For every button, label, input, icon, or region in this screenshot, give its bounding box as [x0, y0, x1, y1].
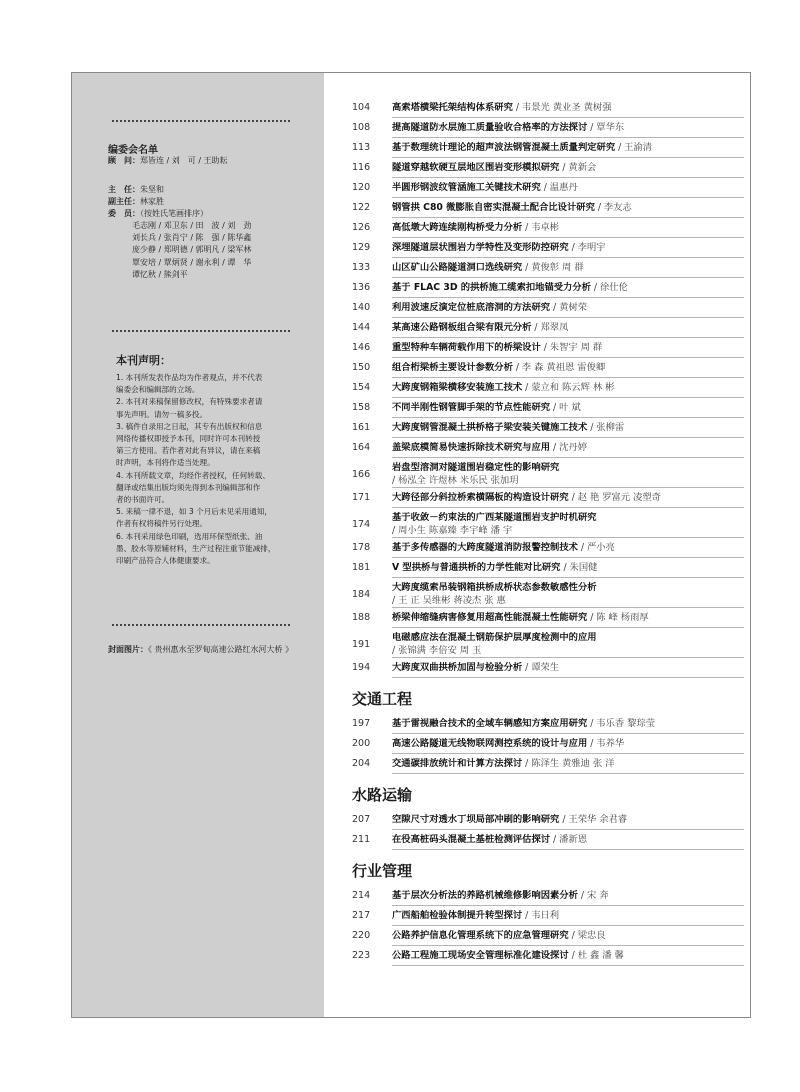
- toc-row-divider: [392, 337, 744, 338]
- toc-article-title: 高速公路隧道无线物联网测控系统的设计与应用: [392, 738, 588, 749]
- toc-article-title: 高低墩大跨连续刚构桥受力分析: [392, 222, 523, 233]
- members-line: 庞少静 / 郑明德 / 郭明凡 / 梁军林: [132, 245, 252, 255]
- toc-article-title: 某高速公路钢板组合梁有限元分析: [392, 322, 532, 333]
- toc-article-authors: / 郑翠凤: [531, 322, 569, 333]
- toc-article-title: 基于数理统计理论的超声波法钢管混凝土质量判定研究: [392, 142, 616, 153]
- toc-entry-text: [392, 757, 752, 770]
- toc-article-authors: / 徐仕伦: [590, 282, 628, 293]
- toc-entry-text: [392, 511, 752, 537]
- toc-article-authors: / 王荣华 余君睿: [559, 814, 628, 825]
- toc-entry-text: [392, 101, 752, 114]
- editorial-consultants: [108, 155, 228, 167]
- toc-article-title: 大跨度双曲拱桥加固与检验分析: [392, 662, 523, 673]
- toc-entry-text: [392, 889, 752, 902]
- declaration-line: 事先声明。请勿一稿多投。: [116, 409, 208, 419]
- toc-row-divider: [392, 177, 744, 178]
- section-heading: 行业管理: [352, 862, 413, 880]
- toc-article-authors: / 温惠丹: [540, 182, 578, 193]
- toc-row-divider: [392, 487, 744, 488]
- toc-article-authors: / 叶 斌: [550, 402, 581, 413]
- toc-entry-text: [392, 201, 752, 214]
- toc-entry-text: [392, 261, 752, 274]
- toc-entry-text: [392, 461, 752, 487]
- toc-row-divider: [392, 829, 744, 830]
- declaration-title: 本刊声明：: [116, 354, 171, 367]
- toc-article-authors: / 谭荣生: [522, 662, 560, 673]
- toc-article-authors: / 赵 艳 罗富元 凌塑奇: [568, 492, 661, 503]
- director-name: 朱坚和: [140, 185, 164, 194]
- declaration-line: 作者有权将稿件另行处理。: [116, 519, 208, 529]
- toc-article-authors: / 王 正 吴维彬 蒋凌杰 张 惠: [392, 595, 506, 606]
- toc-row-divider: [392, 357, 744, 358]
- toc-page-number: 113: [352, 142, 371, 153]
- members-line: 刘长兵 / 张肖宁 / 陈 强 / 陈华鑫: [132, 233, 252, 243]
- toc-article-authors: / 朱智宇 周 群: [540, 342, 603, 353]
- toc-entry-text: [392, 541, 752, 554]
- toc-article-authors: / 覃华东: [587, 122, 625, 133]
- toc-row-divider: [392, 657, 744, 658]
- toc-row-divider: [392, 905, 744, 906]
- toc-entry-text: [392, 631, 752, 657]
- declaration-text: [116, 372, 306, 567]
- toc-article-authors: / 韦景光 黄业圣 黄树强: [512, 102, 612, 113]
- members-label: 委 员：: [108, 209, 140, 219]
- toc-article-authors: / 韦卓彬: [522, 222, 560, 233]
- toc-article-authors: / 李友志: [594, 202, 632, 213]
- toc-article-authors: / 黄俊彰 周 群: [522, 262, 584, 273]
- toc-article-title: V 型拱桥与普通拱桥的力学性能对比研究: [392, 562, 561, 573]
- toc-page-number: 166: [352, 469, 371, 480]
- toc-row-divider: [392, 137, 744, 138]
- toc-page-number: 197: [352, 718, 371, 729]
- declaration-line: 翻译或结集出版均须先得到本刊编辑部和作: [116, 482, 261, 492]
- members-line: 覃安培 / 覃炳贤 / 谢永利 / 谭 华: [132, 257, 252, 267]
- toc-page-number: 146: [352, 342, 371, 353]
- toc-entry-text: [392, 421, 752, 434]
- section-heading: 水路运输: [352, 786, 413, 804]
- toc-article-title: 山区矿山公路隧道洞口选线研究: [392, 262, 523, 273]
- toc-article-title: 公路养护信息化管理系统下的应急管理研究: [392, 930, 569, 941]
- declaration-line: 3. 稿件自录用之日起，其专有出版权和信息: [116, 421, 263, 431]
- toc-article-authors: / 杜 鑫 潘 馨: [568, 950, 624, 961]
- cover-label: 封面图片：: [108, 645, 148, 654]
- toc-row-divider: [392, 557, 744, 558]
- toc-entry-text: [392, 161, 752, 174]
- toc-page-number: 211: [352, 834, 371, 845]
- toc-row-divider: [392, 773, 744, 774]
- declaration-line: 5. 来稿一律不退，如 3 个月后未见采用通知，: [116, 507, 273, 517]
- declaration-line: 印刷产品符合人体健康要求。: [116, 556, 215, 566]
- toc-entry-text: [392, 717, 752, 730]
- toc-entry-text: [392, 611, 752, 624]
- toc-page-number: 200: [352, 738, 371, 749]
- toc-page-number: 194: [352, 662, 371, 673]
- toc-article-title: 电磁感应法在混凝土钢筋保护层厚度检测中的应用: [392, 632, 597, 643]
- toc-article-title: 基于层次分析法的养路机械维修影响因素分析: [392, 890, 578, 901]
- toc-entry-text: [392, 181, 752, 194]
- declaration-line: 时声明，本刊将作适当处理。: [116, 458, 215, 468]
- toc-entry-text: [392, 581, 752, 607]
- toc-article-authors: / 陈泽生 黄雅迪 张 洋: [522, 758, 615, 769]
- toc-page-number: 129: [352, 242, 371, 253]
- toc-row-divider: [392, 297, 744, 298]
- toc-entry-text: [392, 813, 752, 826]
- toc-entry-text: [392, 361, 752, 374]
- toc-page-number: 140: [352, 302, 371, 313]
- declaration-line: 1. 本刊所发表作品均为作者观点，并不代表: [116, 373, 263, 382]
- toc-row-divider: [392, 577, 744, 578]
- toc-page-number: 154: [352, 382, 371, 393]
- toc-page-number: 104: [352, 102, 371, 113]
- toc-article-title: 公路工程施工现场安全管理标准化建设探讨: [392, 950, 569, 961]
- toc-article-title: 大跨度缆索吊装钢箱拱桥成桥状态参数敏感性分析: [392, 582, 597, 593]
- toc-article-authors: / 陈 峰 杨雨厚: [587, 612, 649, 623]
- toc-row-divider: [392, 537, 744, 538]
- toc-article-authors: / 周小生 陈嘉臻 李宇峰 潘 宇: [392, 525, 513, 536]
- toc-entry-text: [392, 737, 752, 750]
- toc-article-title: 重型特种车辆荷载作用下的桥梁设计: [392, 342, 541, 353]
- toc-page-number: 220: [352, 930, 371, 941]
- dotted-divider: [112, 624, 290, 626]
- toc-page-number: 133: [352, 262, 371, 273]
- toc-page-number: 150: [352, 362, 371, 373]
- toc-page-number: 161: [352, 422, 371, 433]
- toc-entry-text: [392, 441, 752, 454]
- toc-row-divider: [392, 965, 744, 966]
- toc-entry-text: [392, 381, 752, 394]
- toc-article-authors: / 李明宇: [568, 242, 606, 253]
- toc-entry-text: [392, 281, 752, 294]
- toc-article-authors: / 潘新恩: [550, 834, 587, 845]
- toc-row-divider: [392, 397, 744, 398]
- toc-row-divider: [392, 237, 744, 238]
- dotted-divider: [112, 330, 290, 332]
- toc-row-divider: [392, 507, 744, 508]
- toc-article-authors: / 梁忠良: [568, 930, 606, 941]
- deputy-name: 林家胜: [140, 197, 164, 207]
- toc-page-number: 214: [352, 890, 371, 901]
- cover-caption: [108, 643, 308, 656]
- toc-page-number: 207: [352, 814, 371, 825]
- toc-row-divider: [392, 627, 744, 628]
- toc-page-number: 136: [352, 282, 371, 293]
- toc-page-number: 144: [352, 322, 371, 333]
- toc-entry-text: [392, 949, 752, 962]
- toc-page-number: 116: [352, 162, 371, 173]
- toc-entry-text: [392, 401, 752, 414]
- deputy-label: 副主任：: [108, 197, 140, 207]
- toc-entry-text: [392, 661, 752, 674]
- toc-article-authors: / 蒙立和 陈云辉 林 彬: [522, 382, 615, 393]
- declaration-line: 2. 本刊对来稿保留修改权，有特殊要求者请: [116, 397, 263, 407]
- declaration-line: 网络传播权即授予本刊，同时许可本刊转授: [116, 434, 261, 444]
- toc-article-title: 大跨度钢管混凝土拱桥格子梁安装关键施工技术: [392, 422, 588, 433]
- members-line: 谭忆秋 / 熊剑平: [132, 269, 188, 279]
- toc-article-title: 利用波速反演定位桩底溶洞的方法研究: [392, 302, 551, 313]
- toc-row-divider: [392, 157, 744, 158]
- toc-page-number: 191: [352, 639, 371, 650]
- toc-article-authors: / 沈丹婷: [550, 442, 587, 453]
- toc-entry-text: [392, 321, 752, 334]
- toc-article-title: 隧道穿越软硬互层地区围岩变形模拟研究: [392, 162, 560, 173]
- toc-page-number: 164: [352, 442, 371, 453]
- toc-article-title: 盖梁底模简易快速拆除技术研究与应用: [392, 442, 551, 453]
- toc-row-divider: [392, 117, 744, 118]
- toc-row-divider: [392, 607, 744, 608]
- toc-row-divider: [392, 257, 744, 258]
- toc-page-number: 184: [352, 589, 371, 600]
- toc-entry-text: [392, 561, 752, 574]
- toc-entry-text: [392, 141, 752, 154]
- toc-row-divider: [392, 317, 744, 318]
- toc-row-divider: [392, 197, 744, 198]
- toc-article-title: 半圆形钢波纹管涵施工关键技术研究: [392, 182, 541, 193]
- toc-article-authors: / 宋 奔: [577, 890, 609, 901]
- toc-article-title: 广西船舶检验体制提升转型探讨: [392, 910, 523, 921]
- toc-article-authors: / 王渝清: [615, 142, 653, 153]
- toc-row-divider: [392, 417, 744, 418]
- toc-article-authors: / 黄树荣: [550, 302, 587, 313]
- toc-article-title: 岩盘型溶洞对隧道围岩稳定性的影响研究: [392, 462, 560, 473]
- toc-page-number: 181: [352, 562, 371, 573]
- toc-article-authors: / 杨泓全 许煜林 米乐民 张加玥: [392, 475, 519, 486]
- toc-article-title: 基于收敛－约束法的广西某隧道围岩支护时机研究: [392, 512, 597, 523]
- toc-entry-text: [392, 929, 752, 942]
- declaration-line: 4. 本刊所载文章，均经作者授权，任何转载、: [116, 470, 270, 480]
- toc-row-divider: [392, 753, 744, 754]
- cover-text: 《 贵州惠水至罗甸高速公路红水河大桥 》: [148, 645, 294, 654]
- toc-page-number: 204: [352, 758, 371, 769]
- toc-entry-text: [392, 121, 752, 134]
- toc-row-divider: [392, 925, 744, 926]
- toc-article-title: 基于多传感器的大跨度隧道消防报警控制技术: [392, 542, 578, 553]
- editorial-leaders: [108, 184, 251, 281]
- consultants-names: 郑皆连 / 刘 可 / 王助耘: [140, 156, 228, 165]
- toc-article-title: 大跨径部分斜拉桥索横隔板的构造设计研究: [392, 492, 569, 503]
- toc-row-divider: [392, 377, 744, 378]
- toc-article-authors: / 严小亮: [577, 542, 615, 553]
- director-label: 主 任：: [108, 185, 140, 194]
- toc-row-divider: [392, 217, 744, 218]
- toc-entry-text: [392, 241, 752, 254]
- toc-article-title: 交通碳排放统计和计算方法探讨: [392, 758, 523, 769]
- toc-article-title: 不同半刚性钢管脚手架的节点性能研究: [392, 402, 551, 413]
- toc-article-title: 基于 FLAC 3D 的拱桥施工缆索扣地锚受力分析: [392, 282, 591, 293]
- toc-entry-text: [392, 833, 752, 846]
- consultants-label: 顾 问：: [108, 156, 140, 165]
- declaration-line: 者的书面许可。: [116, 495, 170, 505]
- declaration-line: 第三方使用。若作者对此有异议，请在来稿: [116, 446, 261, 456]
- toc-article-title: 钢管拱 C80 微膨胀自密实混凝土配合比设计研究: [392, 202, 595, 213]
- toc-entry-text: [392, 909, 752, 922]
- toc-article-authors: / 黄新会: [559, 162, 597, 173]
- toc-article-authors: / 韦乐香 黎琮莹: [587, 718, 656, 729]
- toc-article-authors: / 李 森 黄祖恩 雷俊卿: [512, 362, 606, 373]
- toc-entry-text: [392, 341, 752, 354]
- editorial-title: 编委会名单: [108, 145, 158, 156]
- toc-page-number: 223: [352, 950, 371, 961]
- toc-article-title: 基于雷视融合技术的全域车辆感知方案应用研究: [392, 718, 588, 729]
- toc-entry-text: [392, 221, 752, 234]
- toc-page-number: 158: [352, 402, 371, 413]
- toc-article-title: 桥梁伸缩缝病害修复用超高性能混凝土性能研究: [392, 612, 588, 623]
- toc-row-divider: [392, 437, 744, 438]
- toc-article-authors: / 韦养华: [587, 738, 625, 749]
- declaration-line: 编委会和编辑部的立场。: [116, 385, 200, 395]
- toc-article-authors: / 张锦满 李倍安 周 玉: [392, 645, 482, 656]
- toc-entry-text: [392, 491, 752, 504]
- toc-article-title: 组合桁梁桥主要设计参数分析: [392, 362, 513, 373]
- toc-row-divider: [392, 457, 744, 458]
- toc-article-title: 提高隧道防水层施工质量验收合格率的方法探讨: [392, 122, 588, 133]
- dotted-divider: [112, 120, 290, 122]
- toc-page-number: 178: [352, 542, 371, 553]
- members-note: （按姓氏笔画排序）: [140, 209, 208, 219]
- declaration-line: 墨、胶水等原辅材料，生产过程注重节能减排，: [116, 543, 276, 553]
- toc-row-divider: [392, 849, 744, 850]
- toc-row-divider: [392, 677, 744, 678]
- toc-page-number: 108: [352, 122, 371, 133]
- members-line: 毛志刚 / 邓卫东 / 田 波 / 刘 劲: [132, 221, 252, 231]
- toc-article-authors: / 韦日利: [522, 910, 560, 921]
- toc-article-title: 空隙尺寸对透水丁坝局部冲刷的影响研究: [392, 814, 560, 825]
- toc-page-number: 174: [352, 519, 371, 530]
- toc-article-title: 在役高桩码头混凝土基桩检测评估探讨: [392, 834, 551, 845]
- toc-article-title: 深埋隧道层状围岩力学特性及变形防控研究: [392, 242, 569, 253]
- section-heading: 交通工程: [352, 690, 413, 708]
- toc-row-divider: [392, 945, 744, 946]
- toc-page-number: 120: [352, 182, 371, 193]
- declaration-line: 6. 本刊采用绿色印刷，选用环保型纸张、油: [116, 531, 263, 541]
- toc-page-number: 122: [352, 202, 371, 213]
- toc-page-number: 126: [352, 222, 371, 233]
- toc-entry-text: [392, 301, 752, 314]
- toc-article-authors: / 张柳雷: [587, 422, 625, 433]
- toc-page-number: 171: [352, 492, 371, 503]
- toc-page-number: 217: [352, 910, 371, 921]
- toc-article-authors: / 朱国健: [560, 562, 598, 573]
- toc-article-title: 大跨度钢箱梁横移安装施工技术: [392, 382, 523, 393]
- toc-row-divider: [392, 277, 744, 278]
- toc-row-divider: [392, 733, 744, 734]
- toc-article-title: 高索塔横梁托架结构体系研究: [392, 102, 513, 113]
- toc-page-number: 188: [352, 612, 371, 623]
